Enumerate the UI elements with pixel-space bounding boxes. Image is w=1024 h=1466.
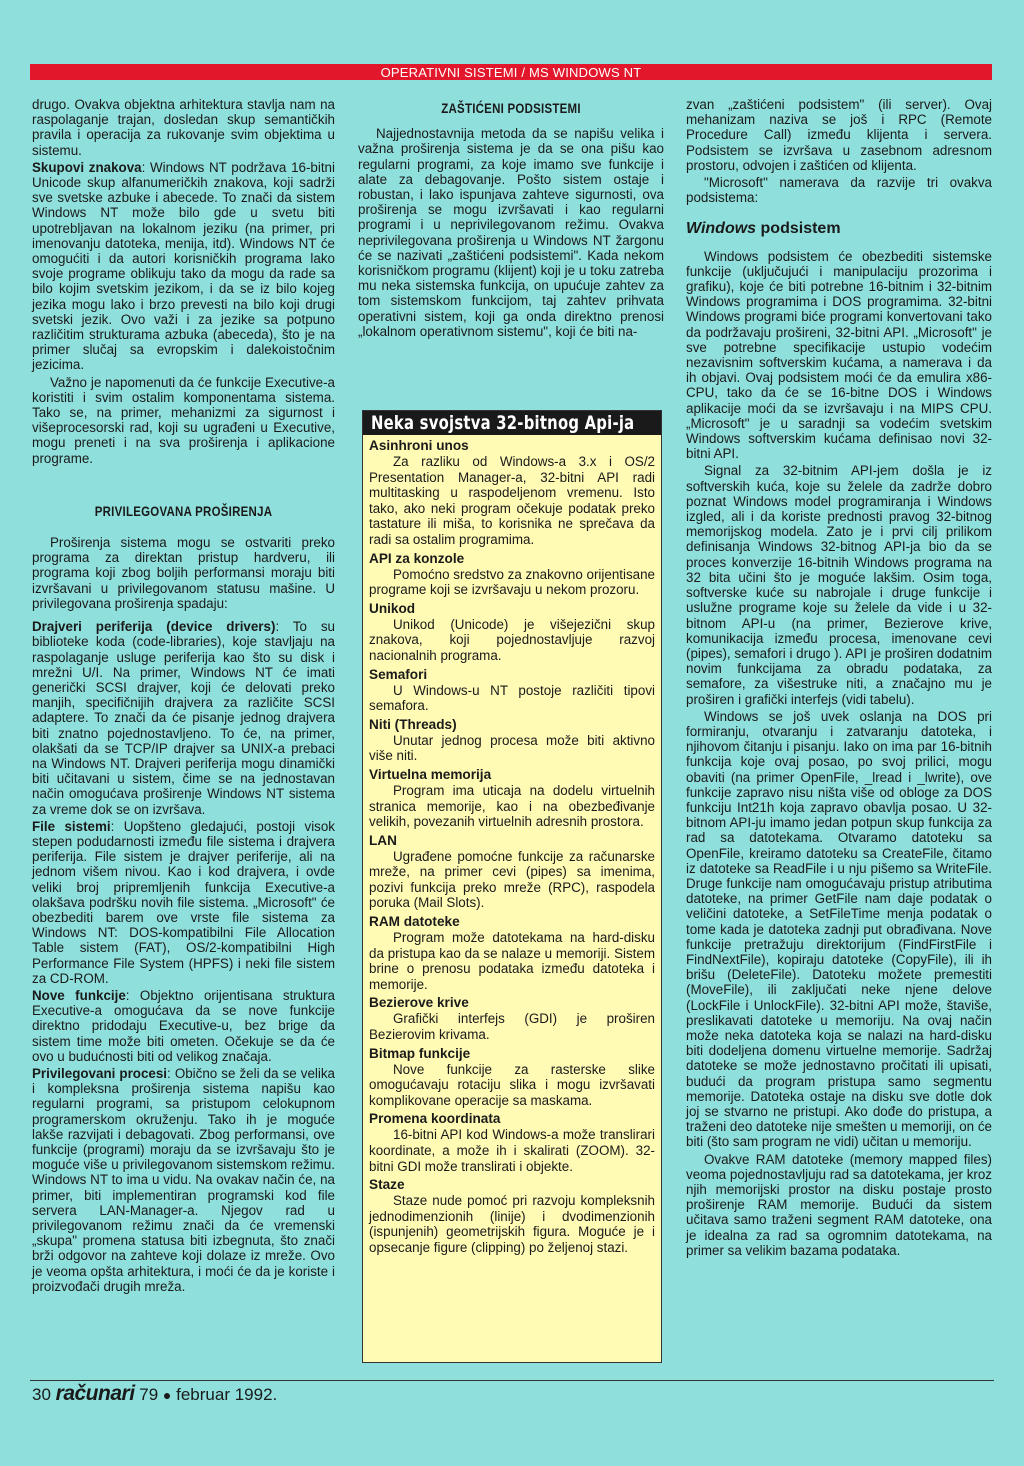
- sidebar-item-heading: Bezierove krive: [369, 995, 469, 1011]
- sidebar-item: [363, 1177, 661, 1255]
- subsection-heading-windows: [686, 221, 992, 236]
- col1-paragraph: : To su biblioteke koda (code-libraries), koje stavljaju na raspolaganje usluge periferija kao što su disk i mrežni U/I. Na primer, Windows NT će imati generički SCSI drajver, koji će delovati preko manjih, specifičnijih drajvera za različite SCSI adaptere. To znači da će pisanje jednog drajvera biti znatno pojednostavljeno. To će, na primer, olakšati da se TCP/IP drajver sa UNIX-a prebaci na Windows NT. Drajveri periferija mogu dinamički biti učitavani u sistem, čime se na jednostavan način omogućava proširenje Windows NT sistema za vreme dok se on izvršava.: [32, 619, 336, 817]
- col3-paragraph: zvan „zaštićeni podsistem" (ili server). Ovaj mehanizam naziva se još i RPC (Remote Procedure Call) između klijenta i servera. Podsistem se izvršava u zasebnom adresnom prostoru, odvojen i zaštićen od klijenta.: [686, 97, 992, 173]
- sidebar-item: [363, 717, 661, 764]
- col1-paragraph: : Uopšteno gledajući, postoji visok stepen podudarnosti između file sistema i drajvera periferija. File sistem je drajver periferije, ali na jednom višem nivou. Kao i kod drajvera, i ovde veliki broj pripremljenih funkcija Executive-a olakšava podršku novih file sistema. „Microsoft" će obezbediti barem ove vrste file sistema za Windows NT: DOS-kompatibilni File Allocation Table sistem (FAT), OS/2-kompatibilni High Performance File System (HPFS) i neki file sistem za CD-ROM.: [32, 818, 336, 986]
- col1-paragraph: : Objektno orijentisana struktura Executive-a omogućava da se nove funkcije direktno pridodaju Executive-u, bez brige da sistem time može biti ometen. Očekuje se da će ovo u budućnosti biti od velikog značaja.: [32, 987, 335, 1064]
- sidebar-item: [363, 914, 661, 992]
- sidebar-item-heading: RAM datoteke: [369, 914, 460, 930]
- col3-paragraph: "Microsoft" namerava da razvije tri ovakva podsistema:: [686, 175, 992, 206]
- page-footer: [32, 1383, 277, 1406]
- col3-paragraph: Signal za 32-bitnim API-jem došla je iz softverskih kuća, koje su želele da zadrže dobro poznat Windows model programiranja i Windows izgled, ali i da koriste prednosti pravog 32-bitnog memorijskog modela. Zato je i prvi cilj prilikom definisanja Windows 32-bitnog API-ja bio da se proces konverzije 16-bitnih Windows programa na 32 bita učini što je moguće lakšim. Osim toga, softverske kuće su nabrojale i druge funkcije i uslužne programe koje su želele da vide i u 32-bitnom API-u (na primer, Bezierove krive, komunikacija između procesa, imenovane cevi (pipes), semafori i drugo ). API je proširen dodatnim novim funkcijama za obradu podataka, za semafore, za višestruke niti, a značajno mu je proširen i grafički interfejs (vidi tabelu).: [686, 463, 992, 707]
- sidebar-item: [363, 767, 661, 830]
- sidebar-title-text: Neka svojstva 32-bitnog Api-ja: [371, 412, 635, 434]
- col1-lead: Privilegovani procesi: [32, 1065, 168, 1081]
- col1-lead: File sistemi: [32, 818, 111, 834]
- col1-paragraph: Proširenja sistema mogu se ostvariti preko programa za direktan pristup hardveru, ili programa koji zbog boljih performansi moraju biti izvršavani u privilegovanom statusu mašine. U privilegovana proširenja spadaju:: [32, 535, 335, 611]
- col3-paragraph: Windows se još uvek oslanja na DOS pri formiranju, otvaranju i zatvaranju datoteka, i njihovom čitanju i pisanju. Iako on ima par 16-bitnih funkcija koje ovaj posao, po svoj prilici, mogu obaviti (na primer OpenFile, _lread i _lwrite), ove funkcije zapravo nisu ništa više od obloge za DOS funkciju Int21h koja zapravo obavlja posao. U 32-bitnom API-ju imamo jedan potpun skup funkcija za rad sa datotekama. Otvaramo datoteku sa OpenFile, kreiramo datoteku sa CreateFile, čitamo iz datoteke sa ReadFile i u nju pišemo sa WriteFile. Druge funkcije nam omogućavaju pristup atributima datoteke, na primer GetFile nam daje podatak o veličini datoteke, a SetFileTime menja podatak o tome kada je datoteka zadnji put obrađivana. Nove funkcije pretražuju direktorijum (FindFirstFile i FindNextFile), kopiraju datoteke (CopyFile), ili ih brišu (DeleteFile). Datoteku možete premestiti (MoveFile), ili zaključati neke njene delove (LockFile i UnlockFile). 32-bitni API može, štaviše, preslikavati datoteke u memoriju. Na ovaj način može neka datoteka koja se nalazi na hard-disku biti dodeljena domenu virtuelne memorije. Sadržaj datoteke se može jednostavno pročitati ili upisati, budući da program pristupa samo segmentu memorije. Datoteka ostaje na disku sve dotle dok joj se stvarno ne pristupi. Ako dođe do pristupa, a traženi deo datoteke nije smešten u memoriji, on će biti (što sam program ne vidi) učitan u memoriju.: [686, 708, 992, 1150]
- col3-paragraph: Ovakve RAM datoteke (memory mapped files) veoma pojednostavljuju rad sa datotekama, jer kroz njih memorijski prostor na disku postaje prosto proširenje RAM memorije. Budući da sistem učitava samo traženi segment RAM datoteke, ona je idealna za rad sa ogromnim datotekama, na primer sa velikim bazama podataka.: [686, 1151, 992, 1258]
- sidebar-item-heading: API za konzole: [369, 550, 465, 566]
- sidebar-item: [363, 601, 661, 664]
- sidebar-item: [363, 551, 661, 598]
- magazine-logo: računari: [55, 1382, 135, 1405]
- sidebar-item-heading: Virtuelna memorija: [369, 766, 492, 782]
- col1-lead: Skupovi znakova: [32, 159, 142, 175]
- sidebar-item: [363, 667, 661, 714]
- sidebar-item-text: Unikod (Unicode) je višejezični skup znakova, koji pojednostavljuje razvoj nacionalnih programa.: [369, 616, 655, 663]
- column-middle: [358, 97, 664, 341]
- sidebar-items: [363, 438, 661, 1256]
- sidebar-item-text: Program ima uticaja na dodelu virtuelnih stranica memorije, kao i na obezbeđivanje velikih, povezanih virtuelnih adresnih prostora.: [369, 782, 655, 830]
- sidebar-item-text: Nove funkcije za rasterske slike omogućavaju rotaciju slika i mogu izvršavati komplikovane operacije sa maskama.: [369, 1061, 655, 1108]
- sidebar-item-heading: Semafori: [369, 666, 428, 682]
- header-bar: [30, 64, 992, 80]
- page-number: 30: [32, 1385, 51, 1404]
- sidebar-item-text: Program može datotekama na hard-disku da pristupa kao da se nalaze u memoriji. Sistem brine o prenosu podataka između datoteka i memorije.: [369, 930, 655, 992]
- sidebar-item-heading: Asinhroni unos: [369, 438, 469, 453]
- section-heading-protected-subsystems: ZAŠTIĆENI PODSISTEMI: [441, 100, 581, 116]
- col2-paragraph: Najjednostavnija metoda da se napišu velika i važna proširenja sistema je da se ona pišu kao regularni programi, za koje imamo sve funkcije i alate za debagovanje. Pošto sistem ostaje i robustan, i lako ispunjava zahteve sigurnosti, ova proširenja se mogu izvršavati i kao regularni programi i u neprivilegovanom režimu. Ovakva neprivilegovana proširenja u Windows NT žargonu će se nazivati „zaštićeni podsistemi". Kada nekom korisničkom programu (klijent) koji je u toku zatreba mu neka sistemska funkcija, on upućuje zahtev za tom sistemskom funkcijom, taj zahtev prihvata operativni sistem, koji ga onda direktno prenosi „lokalnom operativnom sistemu", koji će biti na-: [358, 126, 664, 339]
- sidebar-item: [363, 833, 661, 911]
- sidebar-item-heading: Staze: [369, 1177, 405, 1193]
- col3-paragraph: Windows podsistem će obezbediti sistemske funkcije (uključujući i manipulaciju prozorima i grafiku), koje će biti potrebne 16-bitnim i 32-bitnim Windows programima i DOS programima. 32-bitni Windows programi biće programi konvertovani tako da podržavaju prošireni, 32-bitni API. „Microsoft" je sve potrebne specifikacije ustupio vodećim nezavisnim softverskim kućama, a namerava i da ih objavi. Ovaj podsistem moći će da emulira x86-CPU, tako da će se 16-bitne DOS i Windows aplikacije moći da se izvršavaju i na MIPS CPU. „Microsoft" je u saradnji sa vodećim svetskim Windows softverskim kućama definisao novi 32-bitni API.: [686, 248, 992, 462]
- sidebar-item-heading: Promena koordinata: [369, 1111, 501, 1127]
- issue-number: 79: [139, 1385, 159, 1404]
- sidebar-item: [363, 438, 661, 548]
- section-header-title: OPERATIVNI SISTEMI / MS WINDOWS NT: [380, 65, 642, 80]
- sidebar-item-heading: Unikod: [369, 600, 416, 616]
- sidebar-item: [363, 1111, 661, 1174]
- column-right: [686, 97, 992, 1260]
- subhead-italic: Windows: [686, 220, 757, 238]
- sidebar-item-heading: Niti (Threads): [369, 716, 457, 732]
- sidebar-title: [363, 411, 661, 435]
- sidebar-item-text: Grafički interfejs (GDI) je proširen Bezierovim krivama.: [369, 1011, 655, 1043]
- sidebar-item-text: U Windows-u NT postoje različiti tipovi semafora.: [369, 682, 655, 714]
- sidebar-item-text: Staze nude pomoć pri razvoju kompleksnih jednodimenzionih (linije) i dvodimenzionih (ispunjenih) geometrijskih figura. Moguće je i opsecanje figure (clipping) po željenoj stazi.: [369, 1193, 655, 1255]
- col1-paragraph: : Obično se želi da se velika i kompleksna proširenja sistema napišu kao regularni programi, sa pristupom celokupnom programerskom okruženju. Tako ih je moguće lakše razvijati i debagovati. Zbog performansi, ove funkcije (programi) moraju da se izvršavaju što je moguće više u privilegovanom sistemskom režimu. Windows NT to ima u vidu. Na ovakav način će, na primer, biti implementiran programski kod file servera LAN-Manager-a. Njegov rad u privilegovanom režimu znači da će vremenski „skupa" promena statusa biti izbegnuta, što znači brži odgovor na zahteve koji dolaze iz mreže. Ovo je veoma opšta arhitektura, i moći će da je koriste i proizvođači drugih mreža.: [32, 1065, 335, 1294]
- sidebar-item-heading: Bitmap funkcije: [369, 1045, 471, 1061]
- col1-paragraph: : Windows NT podržava 16-bitni Unicode skup alfanumeričkih znakova, koji sadrži sve svetske azbuke i abecede. To znači da sistem Windows NT može bilo gde u svetu biti upotrebljavan na lokalnom jeziku (na primer, pri imenovanju datoteka, menija, itd). Windows NT će omogućiti i da autori korisničkih programa lako svoje programe oblikuju tako da mogu da rade sa bilo kojim svetskim jezikom, i da se iz bilo kojeg jezika mogu lako i brzo prevesti na bilo koji drugi svetski jezik. Ovo važi i za jezike sa potpuno različitim strukturama azbuka (abeceda), što je na primer slučaj sa evropskim i dalekoistočnim jezicima.: [32, 159, 335, 373]
- sidebar-item: [363, 995, 661, 1042]
- bullet-separator: ●: [162, 1387, 172, 1403]
- col1-paragraph: drugo. Ovakva objektna arhitektura stavlja nam na raspolaganje trajan, dosledan skup semantičkih pravila i operacija za rukovanje svim objektima u sistemu.: [32, 97, 335, 158]
- api-features-sidebar: [362, 410, 662, 1363]
- col1-paragraph: Važno je napomenuti da će funkcije Executive-a koristiti i svim ostalim komponentama sistema. Tako se, na primer, mehanizmi za sigurnost i višeprocesorski rad, koji su ugrađeni u Executive, mogu preneti i na sva proširenja i aplikacione programe.: [32, 374, 335, 466]
- subhead-rest: podsistem: [756, 220, 841, 238]
- sidebar-item-text: Unutar jednog procesa može biti aktivno više niti.: [369, 732, 655, 764]
- col1-lead: Drajveri periferija (device drivers): [32, 619, 276, 635]
- footer-rule: [30, 1380, 994, 1381]
- section-heading-privileged: PRIVILEGOVANA PROŠIRENJA: [94, 502, 273, 519]
- issue-date: februar 1992.: [176, 1385, 278, 1404]
- sidebar-item-text: Ugrađene pomoćne funkcije za računarske mreže, na primer cevi (pipes) sa imenima, pozivi funkcija preko mreže (RPC), raspodela poruka (Mail Slots).: [369, 848, 655, 911]
- column-left: [32, 97, 335, 1296]
- sidebar-item-text: 16-bitni API kod Windows-a može translirari koordinate, a može ih i skalirati (ZOOM). 32-bitni GDI može translirati i objekte.: [369, 1127, 655, 1174]
- sidebar-item: [363, 1046, 661, 1109]
- sidebar-item-text: Za razliku od Windows-a 3.x i OS/2 Presentation Manager-a, 32-bitni API radi multitasking u raspodeljenom vremenu. Isto tako, ako neki program očekuje podatak preko tastature ili miša, to korisnika ne sprečava da radi sa ostalim programima.: [369, 454, 655, 547]
- sidebar-item-text: Pomoćno sredstvo za znakovno orijentisane programe koji se izvršavaju u nekom prozoru.: [369, 566, 656, 598]
- sidebar-item-heading: LAN: [369, 832, 397, 848]
- col1-lead: Nove funkcije: [32, 987, 126, 1003]
